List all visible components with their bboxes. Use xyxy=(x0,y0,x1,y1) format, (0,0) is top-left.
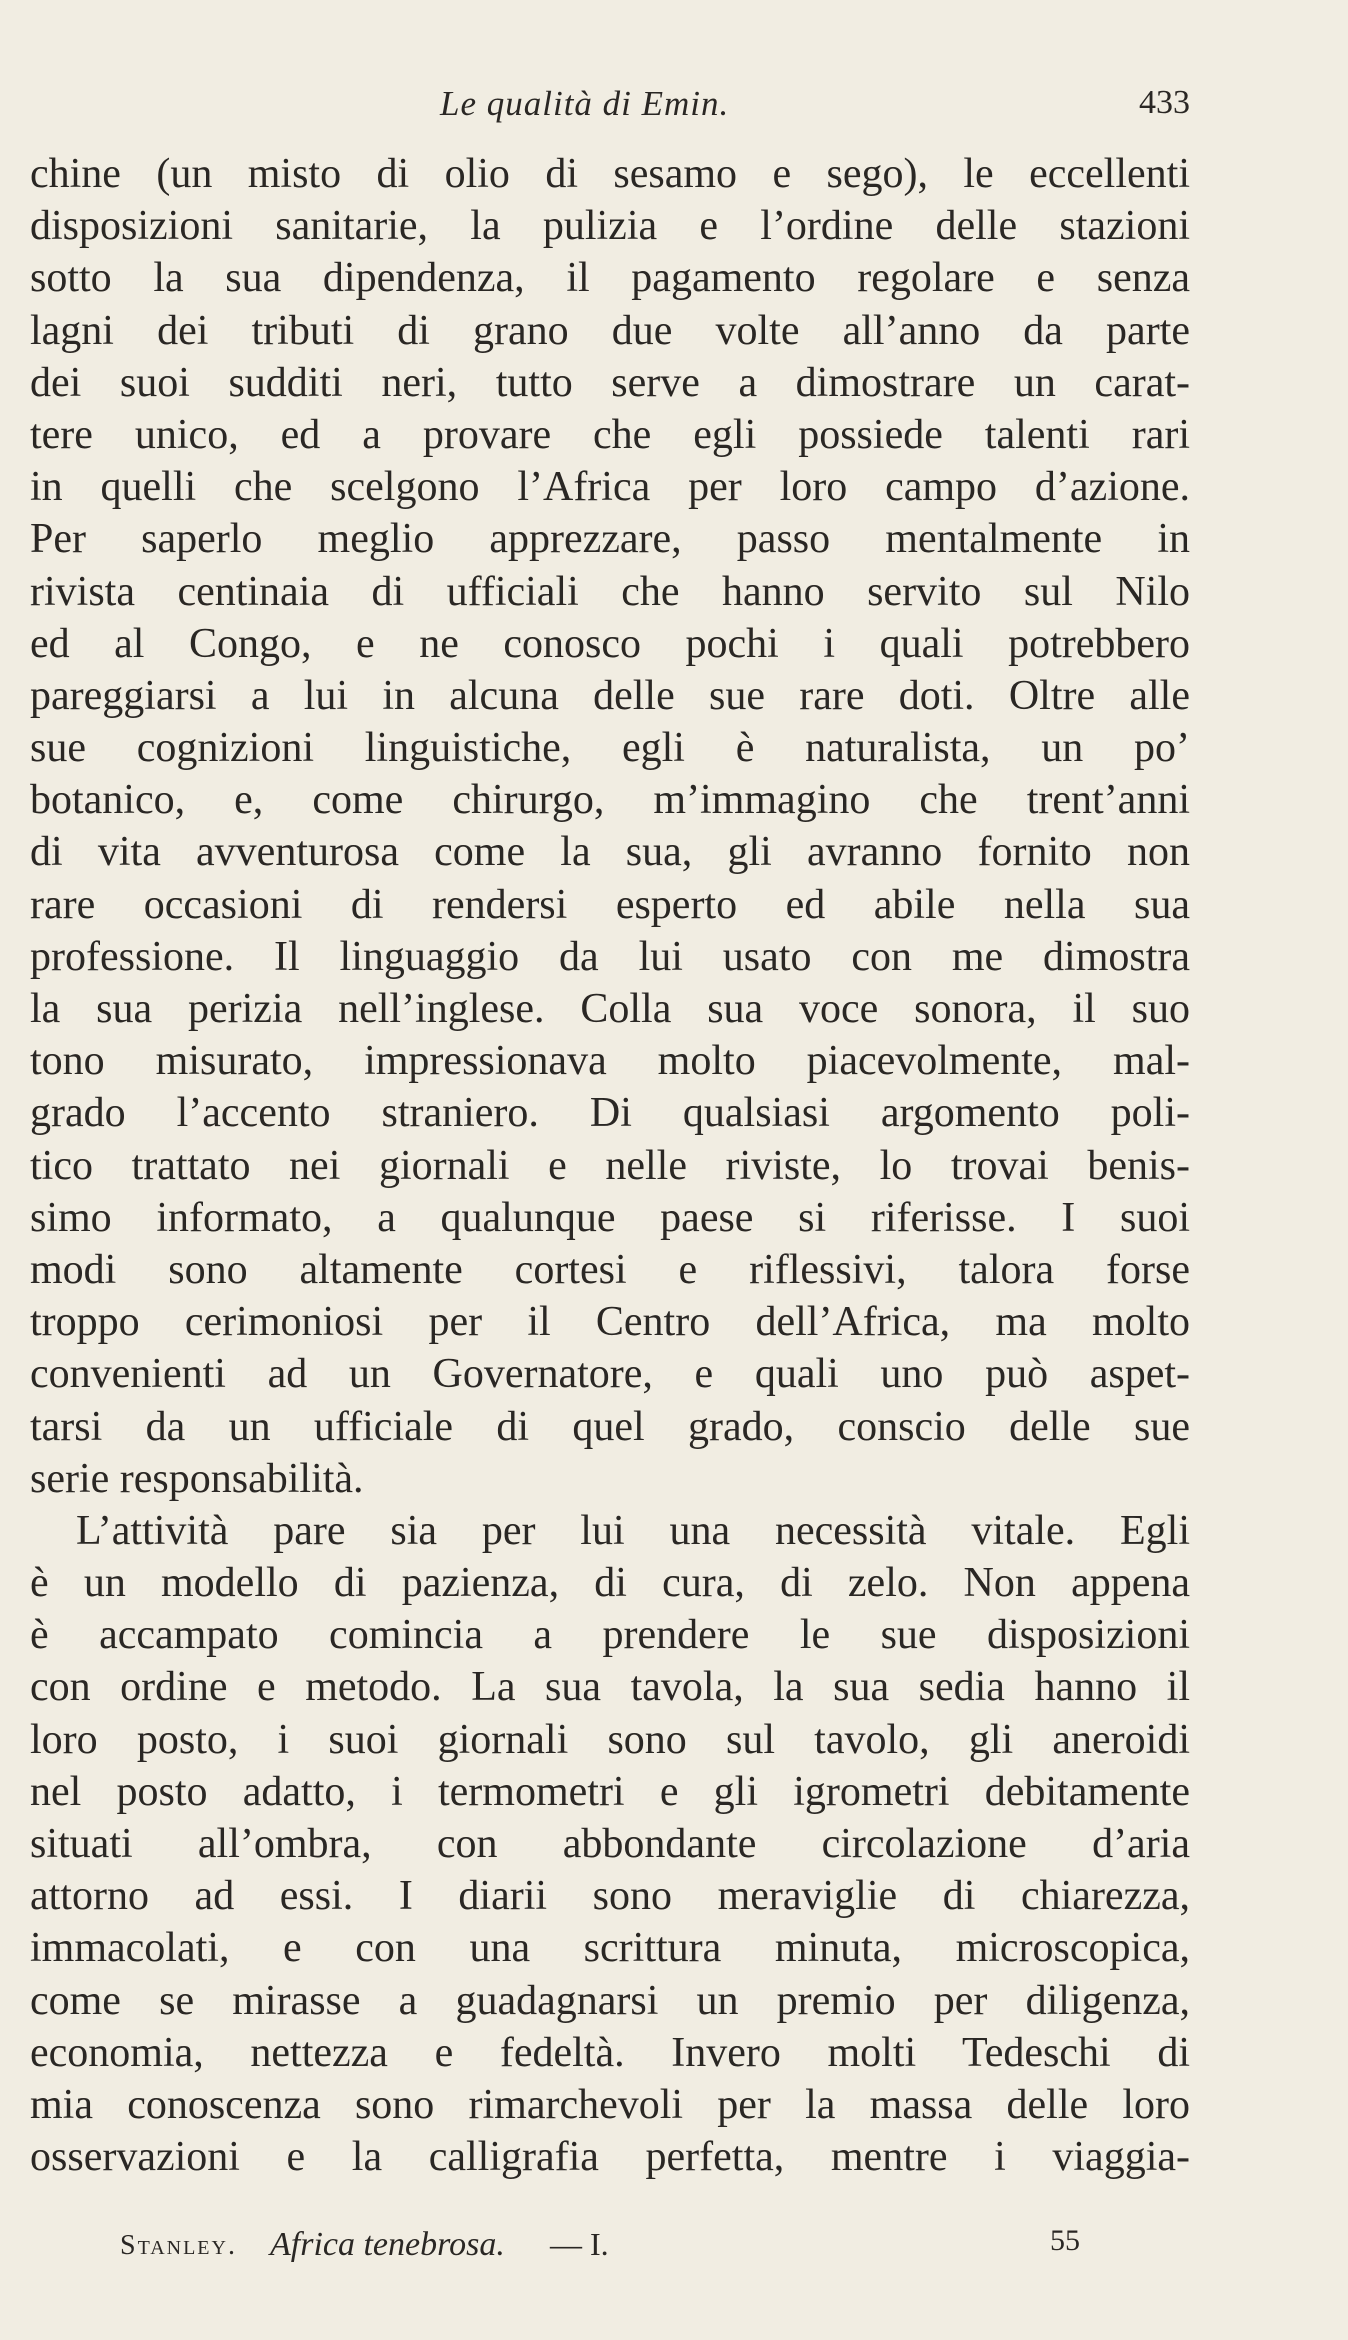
text-line: modi sono altamente cortesi e riflessivi, talora forse xyxy=(30,1246,1190,1293)
text-line: professione. Il linguaggio da lui usato con me dimostra xyxy=(30,933,1190,980)
text-line: la sua perizia nell’inglese. Colla sua voce sonora, il suo xyxy=(30,986,1190,1032)
text-line: pareggiarsi a lui in alcuna delle sue rare doti. Oltre alle xyxy=(30,672,1190,719)
text-line: botanico, e, come chirurgo, m’immagino che trent’anni xyxy=(30,777,1190,824)
text-line: con ordine e metodo. La sua tavola, la sua sedia hanno il xyxy=(30,1664,1190,1711)
text-line: nel posto adatto, i termometri e gli igrometri debitamente xyxy=(30,1768,1190,1815)
text-line: tono misurato, impressionava molto piacevolmente, mal- xyxy=(30,1038,1190,1085)
text-line: attorno ad essi. I diarii sono meraviglie di chiarezza, xyxy=(30,1873,1190,1920)
footer-author: Stanley. xyxy=(120,2230,237,2261)
text-line: tere unico, ed a provare che egli possiede talenti rari xyxy=(30,411,1190,458)
footer-volume: — I. xyxy=(550,2226,609,2262)
text-line: troppo cerimoniosi per il Centro dell’Africa, ma molto xyxy=(30,1299,1190,1346)
running-head xyxy=(30,84,1190,130)
footer-book-title: Africa tenebrosa. xyxy=(270,2226,505,2263)
text-line: immacolati, e con una scrittura minuta, microscopica, xyxy=(30,1925,1190,1972)
text-line: disposizioni sanitarie, la pulizia e l’ordine delle stazioni xyxy=(30,203,1190,250)
text-line: è accampato comincia a prendere le sue disposizioni xyxy=(30,1612,1190,1659)
text-line: osservazioni e la calligrafia perfetta, mentre i viaggia- xyxy=(30,2134,1190,2181)
text-line: rivista centinaia di ufficiali che hanno servito sul Nilo xyxy=(30,568,1190,615)
signature-footer xyxy=(30,2224,1190,2276)
text-line: loro posto, i suoi giornali sono sul tavolo, gli aneroidi xyxy=(30,1716,1190,1763)
text-line: mia conoscenza sono rimarchevoli per la massa delle loro xyxy=(30,2081,1190,2128)
body-text xyxy=(30,148,1190,2183)
page-number: 433 xyxy=(1139,84,1190,121)
text-line: economia, nettezza e fedeltà. Invero molti Tedeschi di xyxy=(30,2029,1190,2076)
text-line: convenienti ad un Governatore, e quali uno può aspet- xyxy=(30,1351,1190,1398)
text-line: tico trattato nei giornali e nelle riviste, lo trovai benis- xyxy=(30,1142,1190,1189)
text-line: lagni dei tributi di grano due volte all’anno da parte xyxy=(30,307,1190,354)
text-line-paragraph-start: L’attività pare sia per lui una necessità vitale. Egli xyxy=(76,1507,1190,1554)
text-line: è un modello di pazienza, di cura, di zelo. Non appena xyxy=(30,1560,1190,1607)
text-line: sotto la sua dipendenza, il pagamento regolare e senza xyxy=(30,255,1190,302)
running-title: Le qualità di Emin. xyxy=(440,84,730,123)
text-line: Per saperlo meglio apprezzare, passo mentalmente in xyxy=(30,516,1190,563)
text-line: dei suoi sudditi neri, tutto serve a dimostrare un carat- xyxy=(30,359,1190,406)
text-line: simo informato, a qualunque paese si riferisse. I suoi xyxy=(30,1194,1190,1241)
text-line: tarsi da un ufficiale di quel grado, conscio delle sue xyxy=(30,1403,1190,1450)
text-line: rare occasioni di rendersi esperto ed abile nella sua xyxy=(30,881,1190,928)
text-line: in quelli che scelgono l’Africa per loro campo d’azione. xyxy=(30,464,1190,511)
text-line: come se mirasse a guadagnarsi un premio per diligenza, xyxy=(30,1977,1190,2024)
text-line: grado l’accento straniero. Di qualsiasi argomento poli- xyxy=(30,1090,1190,1137)
text-line: ed al Congo, e ne conosco pochi i quali potrebbero xyxy=(30,620,1190,667)
text-line: chine (un misto di olio di sesamo e sego), le eccellenti xyxy=(30,151,1190,197)
text-line: situati all’ombra, con abbondante circolazione d’aria xyxy=(30,1821,1190,1867)
text-line: sue cognizioni linguistiche, egli è naturalista, un po’ xyxy=(30,725,1190,772)
text-line: di vita avventurosa come la sua, gli avranno fornito non xyxy=(30,829,1190,876)
footer-signature-number: 55 xyxy=(1050,2224,1080,2257)
text-line-paragraph-end: serie responsabilità. xyxy=(30,1455,364,1502)
